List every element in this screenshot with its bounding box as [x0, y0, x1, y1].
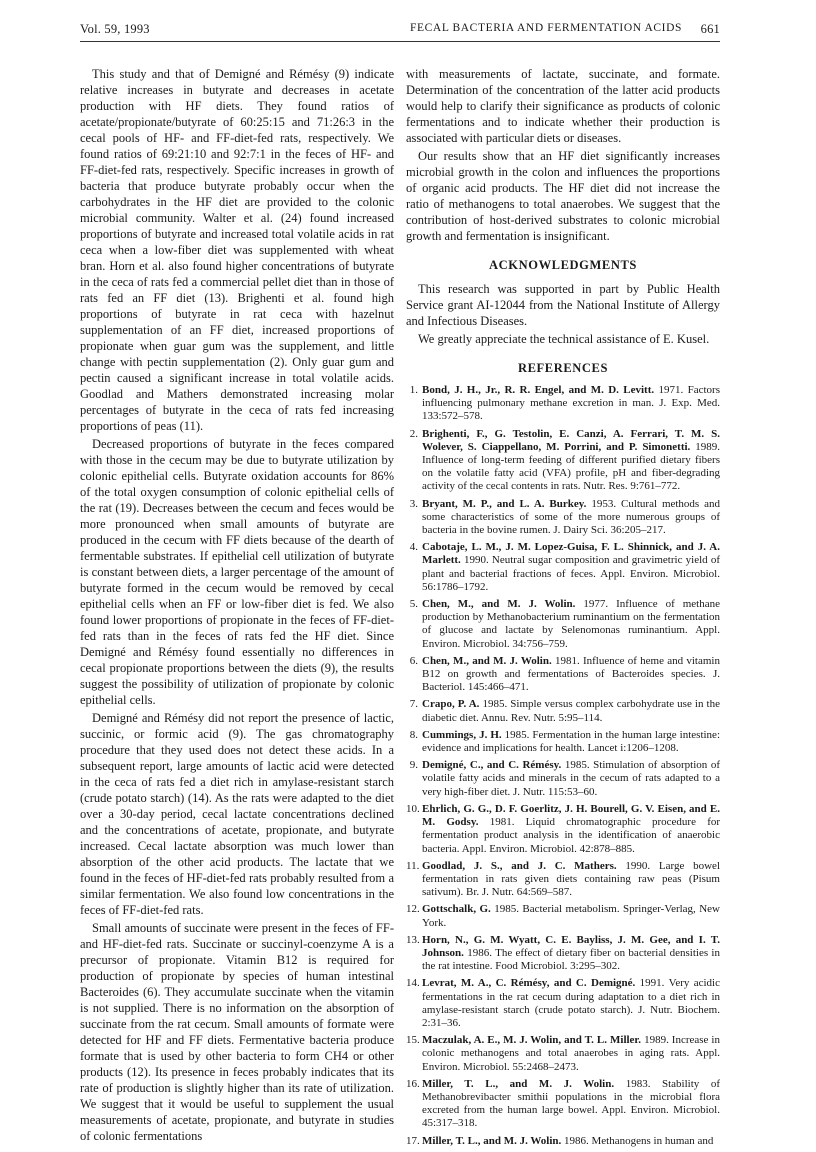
reference-text: 1985. Fermentation in the human large intestine: evidence and implications for health. Lancet i:1206–1208.: [422, 728, 720, 755]
reference-text: 1990. Neutral sugar composition and gravimetric yield of plant and bacterial fractions of feces. Appl. Environ. Microbiol. 56:1786–1792.: [422, 554, 721, 593]
reference-item: [406, 729, 720, 755]
reference-item: [406, 803, 720, 856]
reference-item: [406, 1078, 720, 1131]
reference-item: [406, 860, 720, 900]
reference-authors: Gottschalk, G.: [422, 903, 491, 916]
reference-item: [406, 384, 720, 424]
reference-authors: Bond, J. H., Jr., R. R. Engel, and M. D. Levitt.: [422, 384, 655, 396]
reference-number: 11.: [406, 859, 420, 872]
reference-authors: Horn, N., G. M. Wyatt, C. E. Bayliss, J. M. Gee, and I. T. Johnson.: [422, 933, 720, 959]
body-paragraph: Decreased proportions of butyrate in the feces compared with those in the cecum may be due to butyrate utilization by colonic epithelial cells. Butyrate oxidation accounts for 86% of the total oxygen consumption of colonic epithelial cells of the rat (19). Decreases between the cecum and feces would be more pronounced when small amounts of butyrate are produced in the cecum with FF diets because of the dearth of fermentable substrates. If epithelial cell utilization of butyrate is constant between diets, a larger percentage of the amount of butyrate formed in the cecum would be removed by cecal epithelial cells when an FF or low-fiber diet is fed. We also found lower proportions of propionate in the feces of FF-diet-fed rats than in the feces of rats fed the HF diet. Since Demigné and Rémésy found essentially no differences in cecal propionate proportions between the diets (9), the results suggest the possibility of utilization of propionate by colonic epithelial cells.: [80, 437, 394, 707]
reference-text: 1953. Cultural methods and some characteristics of some of the more numerous groups of bacteria in the bovine rumen. J. Dairy Sci. 36:205–217.: [422, 497, 721, 537]
reference-authors: Ehrlich, G. G., D. F. Goerlitz, J. H. Bourell, G. V. Eisen, and E. M. Godsy.: [422, 802, 720, 829]
reference-number: 15.: [406, 1034, 420, 1047]
reference-text: 1981. Liquid chromatographic procedure for fermentation product analysis in the identification of anaerobic bacteria. Appl. Environ. Microbiol. 42:878–885.: [422, 816, 721, 855]
reference-item: [406, 1034, 720, 1074]
reference-authors: Chen, M., and M. J. Wolin.: [422, 654, 552, 667]
left-column: [80, 66, 394, 1146]
reference-authors: Levrat, M. A., C. Rémésy, and C. Demigné.: [422, 977, 636, 990]
reference-authors: Maczulak, A. E., M. J. Wolin, and T. L. Miller.: [422, 1034, 642, 1047]
reference-text: 1971. Factors influencing pulmonary methane excretion in man. J. Exp. Med. 133:572–578.: [422, 384, 720, 423]
acknowledgment-text: This research was supported in part by Public Health Service grant AI-12044 from the National Institute of Allergy and Infectious Diseases.: [406, 282, 720, 328]
reference-number: 4.: [409, 541, 418, 554]
reference-authors: Miller, T. L., and M. J. Wolin.: [422, 1077, 615, 1090]
reference-item: [406, 541, 720, 594]
reference-authors: Demigné, C., and C. Rémésy.: [422, 759, 562, 772]
body-paragraph: Small amounts of succinate were present in the feces of FF- and HF-diet-fed rats. Succinate or succinyl-coenzyme A is a precursor of propionate. Vitamin B12 is required for production of propionate by species of human intestinal Bacteroides (6). They accumulate succinate when the vitamin is not supplied. There is no information on the absorption of succinate from the rat cecum. Small amounts of formate were detected for HF and FF diets. Fermentative bacteria produce formate that is used by other bacteria to form CH4 or other products (12). Its presence in feces probably indicates that its rate of production is slightly higher than its rate of utilization. We suggest that it would be useful to supplement the usual measurements of acetate, propionate, and butyrate in studies of colonic fermentations: [80, 921, 394, 1143]
reference-text: 1985. Bacterial metabolism. Springer-Verlag, New York.: [422, 903, 720, 929]
reference-number: 9.: [409, 759, 418, 772]
reference-text: 1990. Large bowel fermentation in rats given diets containing raw peas (Pisum sativum). Br. J. Nutr. 64:569–587.: [422, 859, 720, 899]
reference-number: 16.: [406, 1077, 420, 1090]
reference-list: [406, 384, 720, 1148]
reference-item: [406, 598, 720, 651]
body-paragraph: with measurements of lactate, succinate, and formate. Determination of the concentration of the latter acid products would help to clarify their significance as products of colonic fermentations and to indicate whether their production is associated with particular diets or diseases.: [406, 67, 720, 145]
reference-number: 6.: [409, 654, 418, 667]
reference-text: 1985. Stimulation of absorption of volatile fatty acids and minerals in the cecum of rats adapted to a very high-fiber diet. J. Nutr. 115:53–60.: [422, 759, 720, 798]
reference-number: 12.: [406, 903, 420, 916]
body-paragraph: Demigné and Rémésy did not report the presence of lactic, succinic, or formic acid (9). The gas chromatography procedure that they used does not detect these acids. In a subsequent report, large amounts of lactic acid were detected in the ceca of rats fed a diet rich in amylase-resistant starch (crude potato starch) (14). As the rats were adapted to the diet over a 30-day period, cecal lactate concentrations declined and the concentrations of acetate, propionate, and butyrate increased. Cecal lactate absorption was much lower than absorption of the other acid products. The lactate that we found in the feces of HF-diet-fed rats probably resulted from a similar fermentation. We also found low concentrations in the feces of FF-diet-fed rats.: [80, 711, 394, 917]
reference-item: [406, 934, 720, 974]
reference-item: [406, 903, 720, 929]
reference-number: 13.: [406, 933, 420, 946]
running-title: FECAL BACTERIA AND FERMENTATION ACIDS: [410, 22, 682, 34]
reference-number: 8.: [409, 728, 418, 741]
reference-authors: Goodlad, J. S., and J. C. Mathers.: [422, 859, 617, 872]
body-paragraph: Our results show that an HF diet significantly increases microbial growth in the colon and influences the proportions of organic acid products. The HF diet did not increase the ratio of methanogens to total anaerobes. We suggest that the contribution of host-derived substrates to colonic microbial growth and fermentation is insignificant.: [406, 149, 720, 243]
reference-item: [406, 759, 720, 799]
reference-item: [406, 977, 720, 1030]
reference-authors: Miller, T. L., and M. J. Wolin.: [422, 1134, 562, 1147]
reference-authors: Brighenti, F., G. Testolin, E. Canzi, A. Ferrari, T. M. S. Wolever, S. Ciappellano, M. Porrini, and P. Simonetti.: [422, 427, 720, 453]
reference-number: 2.: [409, 427, 418, 440]
reference-item: [406, 498, 720, 538]
reference-item: [406, 428, 720, 494]
reference-number: 5.: [409, 598, 418, 611]
reference-number: 3.: [409, 497, 418, 510]
page-header: [80, 22, 720, 40]
reference-number: 10.: [406, 802, 420, 815]
reference-text: 1989. Influence of long-term feeding of different purified dietary fibers on the volatile fatty acid (VFA) profile, pH and fiber-degrading activity of the cecal contents in rats. Nutr. Res. 9:761–772.: [422, 440, 721, 493]
page-number: 661: [700, 22, 720, 36]
reference-text: 1986. Methanogens in human and: [564, 1134, 714, 1147]
references-heading: REFERENCES: [517, 361, 609, 375]
reference-authors: Cabotaje, L. M., J. M. Lopez-Guisa, F. L. Shinnick, and J. A. Marlett.: [422, 541, 720, 567]
reference-authors: Crapo, P. A.: [422, 698, 480, 711]
body-paragraph: This study and that of Demigné and Rémésy (9) indicate relative increases in butyrate and decreases in acetate production with HF diets. They found ratios of acetate/propionate/butyrate of 60:25:15 and 71:26:3 in the cecal pools of HF- and FF-diet-fed rats, respectively. We found ratios of 69:21:10 and 92:7:1 in the feces of HF- and FF-diet-fed rats, respectively. Specific increases in growth of bacteria that produce butyrate probably occur when the carbohydrates in the HF diet are provided to the colonic microbial community. Walter et al. (24) found increased proportions of butyrate and increased total volatile acids in rat ceca when a low-fiber diet was supplemented with wheat bran. Horn et al. also found higher concentrations of butyrate in the ceca of rats fed a commercial pellet diet than in those of rats fed an FF diet (13). Brighenti et al. found high proportions of butyrate in rat ceca with hazelnut supplementation of an FF diet, increased proportions of propionate when guar gum was the supplement, and little change with pectin supplementation (2). Only guar gum and pectin caused a significant increase in total volatile acids. Goodlad and Mathers demonstrated increasing molar percentages of butyrate in the ceca of rats fed increasing proportions of peas (11).: [80, 67, 394, 433]
reference-text: 1983. Stability of Methanobrevibacter smithii populations in the microbial flora excreted from the human large bowel. Appl. Environ. Microbiol. 45:317–318.: [422, 1077, 720, 1130]
reference-number: 1.: [409, 384, 418, 396]
reference-authors: Cummings, J. H.: [422, 728, 502, 741]
acknowledgment-text: We greatly appreciate the technical assistance of E. Kusel.: [418, 332, 710, 346]
reference-item: [406, 1135, 720, 1148]
reference-text: 1986. The effect of dietary fiber on bacterial densities in the rat intestine. Food Microbiol. 3:295–302.: [422, 946, 720, 973]
reference-authors: Bryant, M. P., and L. A. Burkey.: [422, 497, 587, 510]
acknowledgments-heading: ACKNOWLEDGMENTS: [489, 258, 637, 272]
reference-text: 1985. Simple versus complex carbohydrate use in the diabetic diet. Annu. Rev. Nutr. 5:95–114.: [422, 698, 720, 724]
reference-text: 1991. Very acidic fermentations in the rat cecum during adaptation to a diet rich in amylase-resistant starch (crude potato starch). J. Nutr. Biochem. 2:31–36.: [422, 977, 720, 1029]
reference-text: 1989. Increase in colonic methanogens and total anaerobes in aging rats. Appl. Environ. Microbiol. 55:2468–2473.: [422, 1034, 720, 1073]
volume-label: Vol. 59, 1993: [80, 22, 150, 36]
reference-number: 14.: [406, 977, 420, 990]
reference-item: [406, 655, 720, 695]
header-rule: [80, 41, 720, 42]
right-column: [406, 66, 720, 1152]
reference-item: [406, 698, 720, 724]
reference-number: 7.: [409, 698, 418, 711]
reference-text: 1981. Influence of heme and vitamin B12 on growth and fermentations of Bacteroides species. J. Bacteriol. 145:466–471.: [422, 654, 720, 694]
reference-number: 17.: [406, 1134, 420, 1147]
reference-text: 1977. Influence of methane production by Methanobacterium ruminantium on the fermentation of glucose and lactate by Selenomonas ruminantium. Appl. Environ. Microbiol. 34:756–759.: [422, 598, 720, 650]
reference-authors: Chen, M., and M. J. Wolin.: [422, 598, 576, 611]
